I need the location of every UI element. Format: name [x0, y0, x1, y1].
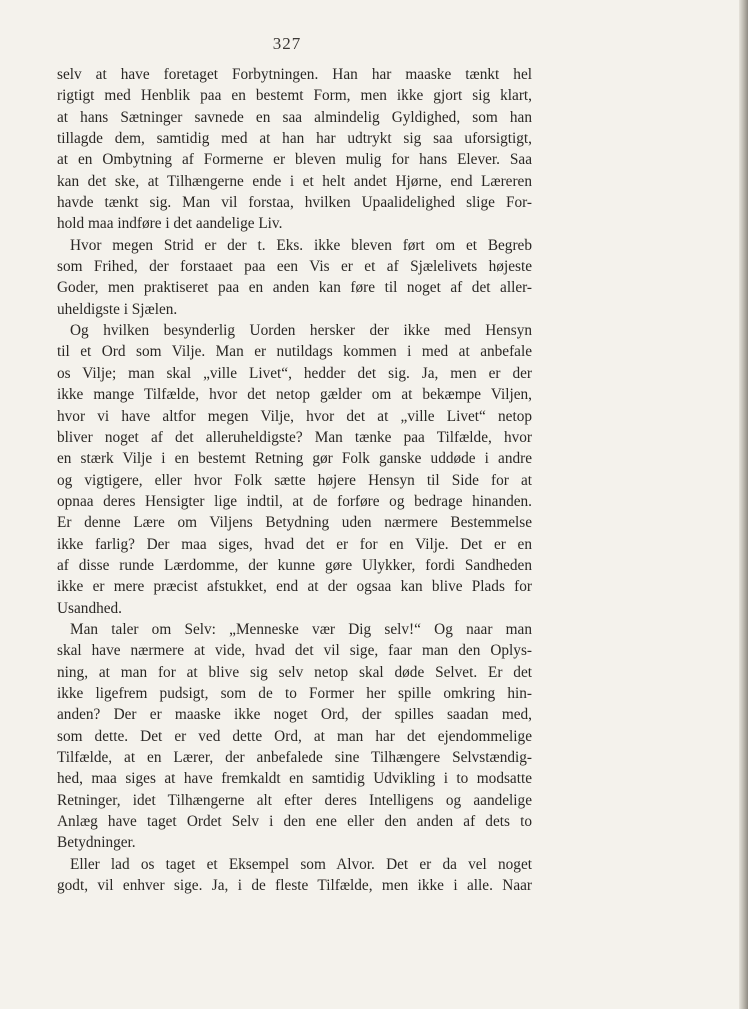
- text-line: havde tænkt sig. Man vil forstaa, hvilken Upaalidelighed slige For-: [57, 194, 532, 212]
- text-line: anden? Der er maaske ikke noget Ord, der spilles saadan med,: [57, 706, 532, 724]
- page-number: 327: [272, 34, 302, 53]
- text-line: Retninger, idet Tilhængerne alt efter deres Intelligens og aandelige: [57, 791, 532, 809]
- text-line: som Frihed, der forstaaet paa een Vis er et af Sjælelivets højeste: [57, 258, 532, 276]
- text-line: som dette. Det er ved dette Ord, at man har det ejendommelige: [57, 727, 532, 745]
- text-line: Betydninger.: [57, 834, 136, 852]
- text-line: skal have nærmere at vide, hvad det vil sige, faar man den Oplys-: [57, 642, 532, 660]
- text-line: godt, vil enhver sige. Ja, i de fleste Tilfælde, men ikke i alle. Naar: [57, 877, 532, 895]
- text-line: tillagde dem, samtidig med at han har udtrykt sig saa uforsigtigt,: [57, 130, 532, 148]
- text-line: kan det ske, at Tilhængerne ende i et helt andet Hjørne, end Læreren: [57, 172, 532, 190]
- text-line: ikke farlig? Der maa siges, hvad det er for en Vilje. Det er en: [57, 535, 532, 553]
- text-line: af disse runde Lærdomme, der kunne gøre Ulykker, fordi Sandheden: [57, 556, 532, 574]
- text-line: at en Ombytning af Formerne er bleven mulig for hans Elever. Saa: [57, 151, 532, 169]
- text-line: Og hvilken besynderlig Uorden hersker der ikke med Hensyn: [70, 322, 532, 340]
- text-line: hvor vi have altfor megen Vilje, hvor det at „ville Livet“ netop: [57, 407, 532, 425]
- text-line: ikke ligefrem pudsigt, som de to Former her spille omkring hin-: [57, 684, 532, 702]
- text-line: rigtigt med Henblik paa en bestemt Form, men ikke gjort sig klart,: [57, 87, 532, 105]
- text-line: Man taler om Selv: „Menneske vær Dig selv!“ Og naar man: [70, 620, 532, 638]
- text-line: Anlæg have taget Ordet Selv i den ene eller den anden af dets to: [57, 813, 532, 831]
- text-line: ning, at man for at blive sig selv netop skal døde Selvet. Er det: [57, 663, 532, 681]
- text-line: ikke mange Tilfælde, hvor det netop gælder om at bekæmpe Viljen,: [57, 386, 532, 404]
- text-line: bliver noget af det alleruheldigste? Man tænke paa Tilfælde, hvor: [57, 428, 532, 446]
- text-line: Tilfælde, at en Lærer, der anbefalede sine Tilhængere Selvstændig-: [57, 749, 532, 766]
- text-line: til et Ord som Vilje. Man er nutildags kommen i med at anbefale: [57, 343, 532, 361]
- text-line: Eller lad os taget et Eksempel som Alvor. Det er da vel noget: [70, 855, 532, 873]
- text-line: Usandhed.: [57, 599, 122, 617]
- text-line: os Vilje; man skal „ville Livet“, hedder det sig. Ja, men er der: [57, 364, 532, 382]
- text-line: Hvor megen Strid er der t. Eks. ikke bleven ført om et Begreb: [70, 236, 532, 254]
- text-line: hed, maa siges at have fremkaldt en samtidig Udvikling i to modsatte: [57, 770, 532, 788]
- text-line: Goder, men praktiseret paa en anden kan føre til noget af det aller-: [57, 279, 532, 297]
- text-line: opnaa deres Hensigter lige indtil, at de forføre og bedrage hinanden.: [57, 492, 532, 510]
- text-line: ikke er mere præcist afstukket, end at der ogsaa kan blive Plads for: [57, 578, 532, 596]
- text-line: uheldigste i Sjælen.: [57, 300, 178, 318]
- page-edge-shadow: [739, 0, 748, 1009]
- text-line: en stærk Vilje i en bestemt Retning gør Folk ganske uddøde i andre: [57, 450, 532, 468]
- text-line: Er denne Lære om Viljens Betydning uden nærmere Bestemmelse: [57, 514, 532, 532]
- text-line: selv at have foretaget Forbytningen. Han har maaske tænkt hel: [57, 66, 532, 83]
- text-line: at hans Sætninger savnede en saa almindelig Gyldighed, som han: [57, 108, 532, 126]
- text-line: hold maa indføre i det aandelige Liv.: [57, 215, 283, 233]
- body-text: [57, 64, 532, 896]
- text-line: og vigtigere, eller hvor Folk sætte højere Hensyn til Side for at: [57, 471, 532, 489]
